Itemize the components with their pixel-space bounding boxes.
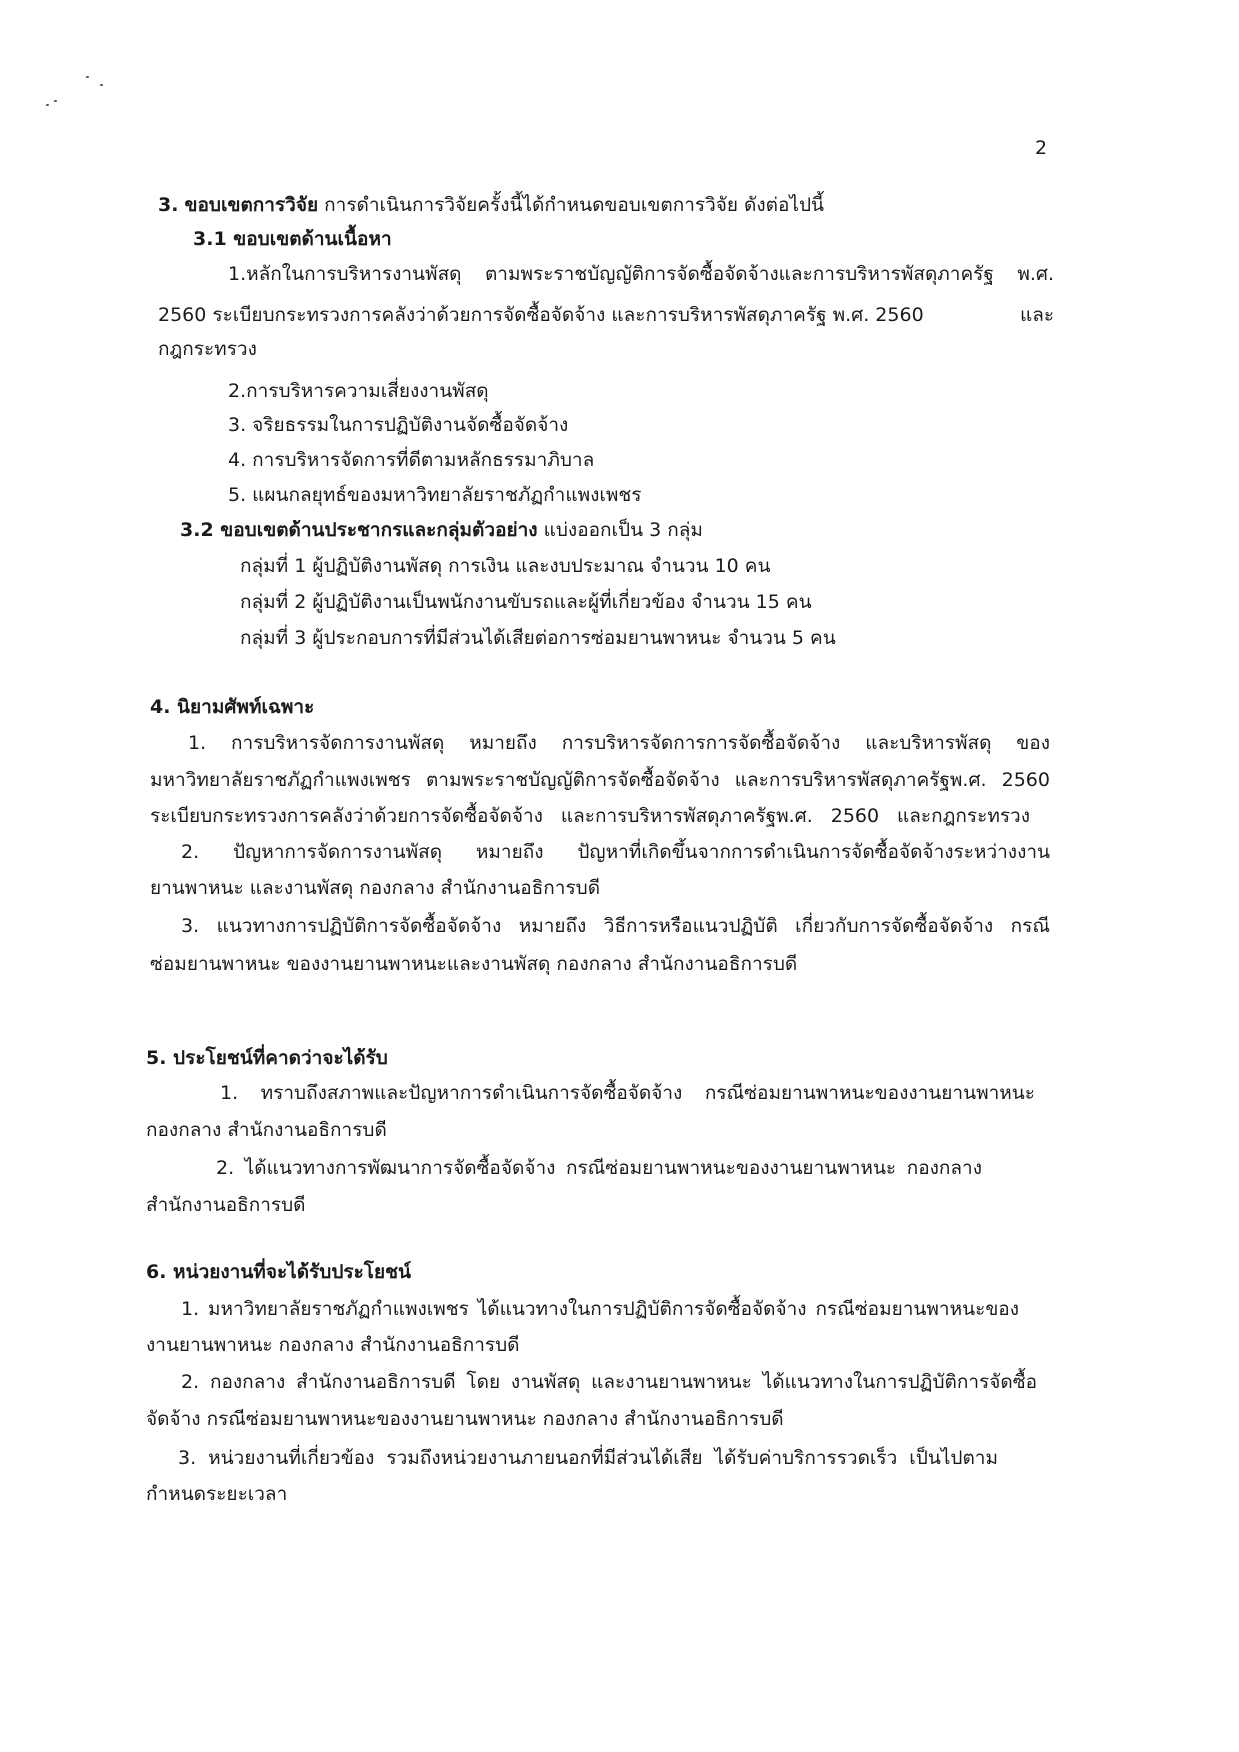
scope-item-1-line-2: 2560 ระเบียบกระทรวงการคลังว่าด้วยการจัดซื้อจัดจ้าง และการบริหารพัสดุภาครัฐ พ.ศ. 2560	[158, 304, 924, 326]
definition-1-line-2: มหาวิทยาลัยราชภัฏกำแพงเพชร ตามพระราชบัญญัติการจัดซื้อจัดจ้าง และการบริหารพัสดุภาครัฐพ.ศ. 2560	[150, 769, 1050, 791]
section-3-2-intro: แบ่งออกเป็น 3 กลุ่ม	[543, 519, 703, 541]
section-3-2-title: 3.2 ขอบเขตด้านประชากรและกลุ่มตัวอย่าง	[180, 519, 538, 541]
section-3-1-heading: 3.1 ขอบเขตด้านเนื้อหา	[193, 228, 392, 250]
beneficiary-1-line-2: งานยานพาหนะ กองกลาง สำนักงานอธิการบดี	[146, 1334, 520, 1356]
scan-speck	[46, 104, 49, 106]
scan-speck	[100, 84, 103, 86]
scan-speck	[54, 100, 57, 102]
section-6-heading: 6. หน่วยงานที่จะได้รับประโยชน์	[146, 1261, 412, 1283]
population-group-3: กลุ่มที่ 3 ผู้ประกอบการที่มีส่วนได้เสียต่อการซ่อมยานพาหนะ จำนวน 5 คน	[240, 627, 836, 649]
beneficiary-1-line-1: 1. มหาวิทยาลัยราชภัฏกำแพงเพชร ได้แนวทางในการปฏิบัติการจัดซื้อจัดจ้าง กรณีซ่อมยานพาหนะของ	[181, 1298, 1019, 1320]
beneficiary-2-line-1: 2. กองกลาง สำนักงานอธิการบดี โดย งานพัสดุ และงานยานพาหนะ ได้แนวทางในการปฏิบัติการจัดซื้อ	[181, 1371, 1037, 1393]
definition-3-line-2: ซ่อมยานพาหนะ ของงานยานพาหนะและงานพัสดุ กองกลาง สำนักงานอธิการบดี	[150, 953, 798, 975]
population-group-2: กลุ่มที่ 2 ผู้ปฏิบัติงานเป็นพนักงานขับรถและผู้ที่เกี่ยวข้อง จำนวน 15 คน	[240, 591, 812, 613]
definition-1-line-1: 1. การบริหารจัดการงานพัสดุ หมายถึง การบริหารจัดการการจัดซื้อจัดจ้าง และบริหารพัสดุ ของ	[188, 732, 1050, 754]
benefit-2-line-1: 2. ได้แนวทางการพัฒนาการจัดซื้อจัดจ้าง กรณีซ่อมยานพาหนะของงานยานพาหนะ กองกลาง	[216, 1157, 982, 1179]
scope-item-1-line-1: 1.หลักในการบริหารงานพัสดุ ตามพระราชบัญญัติการจัดซื้อจัดจ้างและการบริหารพัสดุภาครัฐ พ.ศ.	[228, 263, 1054, 285]
population-group-1: กลุ่มที่ 1 ผู้ปฏิบัติงานพัสดุ การเงิน และงบประมาณ จำนวน 10 คน	[240, 555, 771, 577]
scope-item-1-line-2-end: และ	[1020, 304, 1055, 326]
section-3-title: ขอบเขตการวิจัย	[184, 194, 319, 216]
benefit-1-line-2: กองกลาง สำนักงานอธิการบดี	[146, 1119, 387, 1141]
section-3-intro: การดำเนินการวิจัยครั้งนี้ได้กำหนดขอบเขตการวิจัย ดังต่อไปนี้	[324, 194, 825, 216]
scope-item-1-line-3: กฎกระทรวง	[158, 338, 257, 360]
definition-2-line-2: ยานพาหนะ และงานพัสดุ กองกลาง สำนักงานอธิการบดี	[150, 877, 601, 899]
definition-3-line-1: 3. แนวทางการปฏิบัติการจัดซื้อจัดจ้าง หมายถึง วิธีการหรือแนวปฏิบัติ เกี่ยวกับการจัดซื้อจัดจ้าง กรณี	[181, 915, 1050, 937]
definition-2-line-1: 2. ปัญหาการจัดการงานพัสดุ หมายถึง ปัญหาที่เกิดขึ้นจากการดำเนินการจัดซื้อจัดจ้างระหว่างงาน	[181, 841, 1050, 863]
definition-1-line-3: ระเบียบกระทรวงการคลังว่าด้วยการจัดซื้อจัดจ้าง และการบริหารพัสดุภาครัฐพ.ศ. 2560 และกฎกระทรวง	[150, 805, 1030, 827]
section-5-heading: 5. ประโยชน์ที่คาดว่าจะได้รับ	[146, 1047, 388, 1069]
benefit-1-line-1: 1. ทราบถึงสภาพและปัญหาการดำเนินการจัดซื้อจัดจ้าง กรณีซ่อมยานพาหนะของงานยานพาหนะ	[220, 1082, 1035, 1104]
scope-item-5: 5. แผนกลยุทธ์ของมหาวิทยาลัยราชภัฏกำแพงเพชร	[228, 484, 642, 506]
section-3-number: 3.	[158, 194, 179, 216]
benefit-2-line-2: สำนักงานอธิการบดี	[146, 1194, 306, 1216]
beneficiary-3-line-2: กำหนดระยะเวลา	[146, 1483, 288, 1505]
section-4-heading: 4. นิยามศัพท์เฉพาะ	[150, 696, 315, 718]
scope-item-3: 3. จริยธรรมในการปฏิบัติงานจัดซื้อจัดจ้าง	[228, 414, 569, 436]
page-number: 2	[1035, 137, 1048, 159]
scan-speck	[86, 76, 89, 78]
section-3-heading-line	[158, 189, 824, 221]
beneficiary-2-line-2: จัดจ้าง กรณีซ่อมยานพาหนะของงานยานพาหนะ กองกลาง สำนักงานอธิการบดี	[146, 1408, 784, 1430]
scope-item-2: 2.การบริหารความเสี่ยงงานพัสดุ	[228, 380, 489, 402]
beneficiary-3-line-1: 3. หน่วยงานที่เกี่ยวข้อง รวมถึงหน่วยงานภายนอกที่มีส่วนได้เสีย ได้รับค่าบริการรวดเร็ว เป็นไปตาม	[178, 1447, 998, 1469]
section-3-2-heading-line	[180, 514, 703, 546]
scope-item-4: 4. การบริหารจัดการที่ดีตามหลักธรรมาภิบาล	[228, 449, 595, 471]
